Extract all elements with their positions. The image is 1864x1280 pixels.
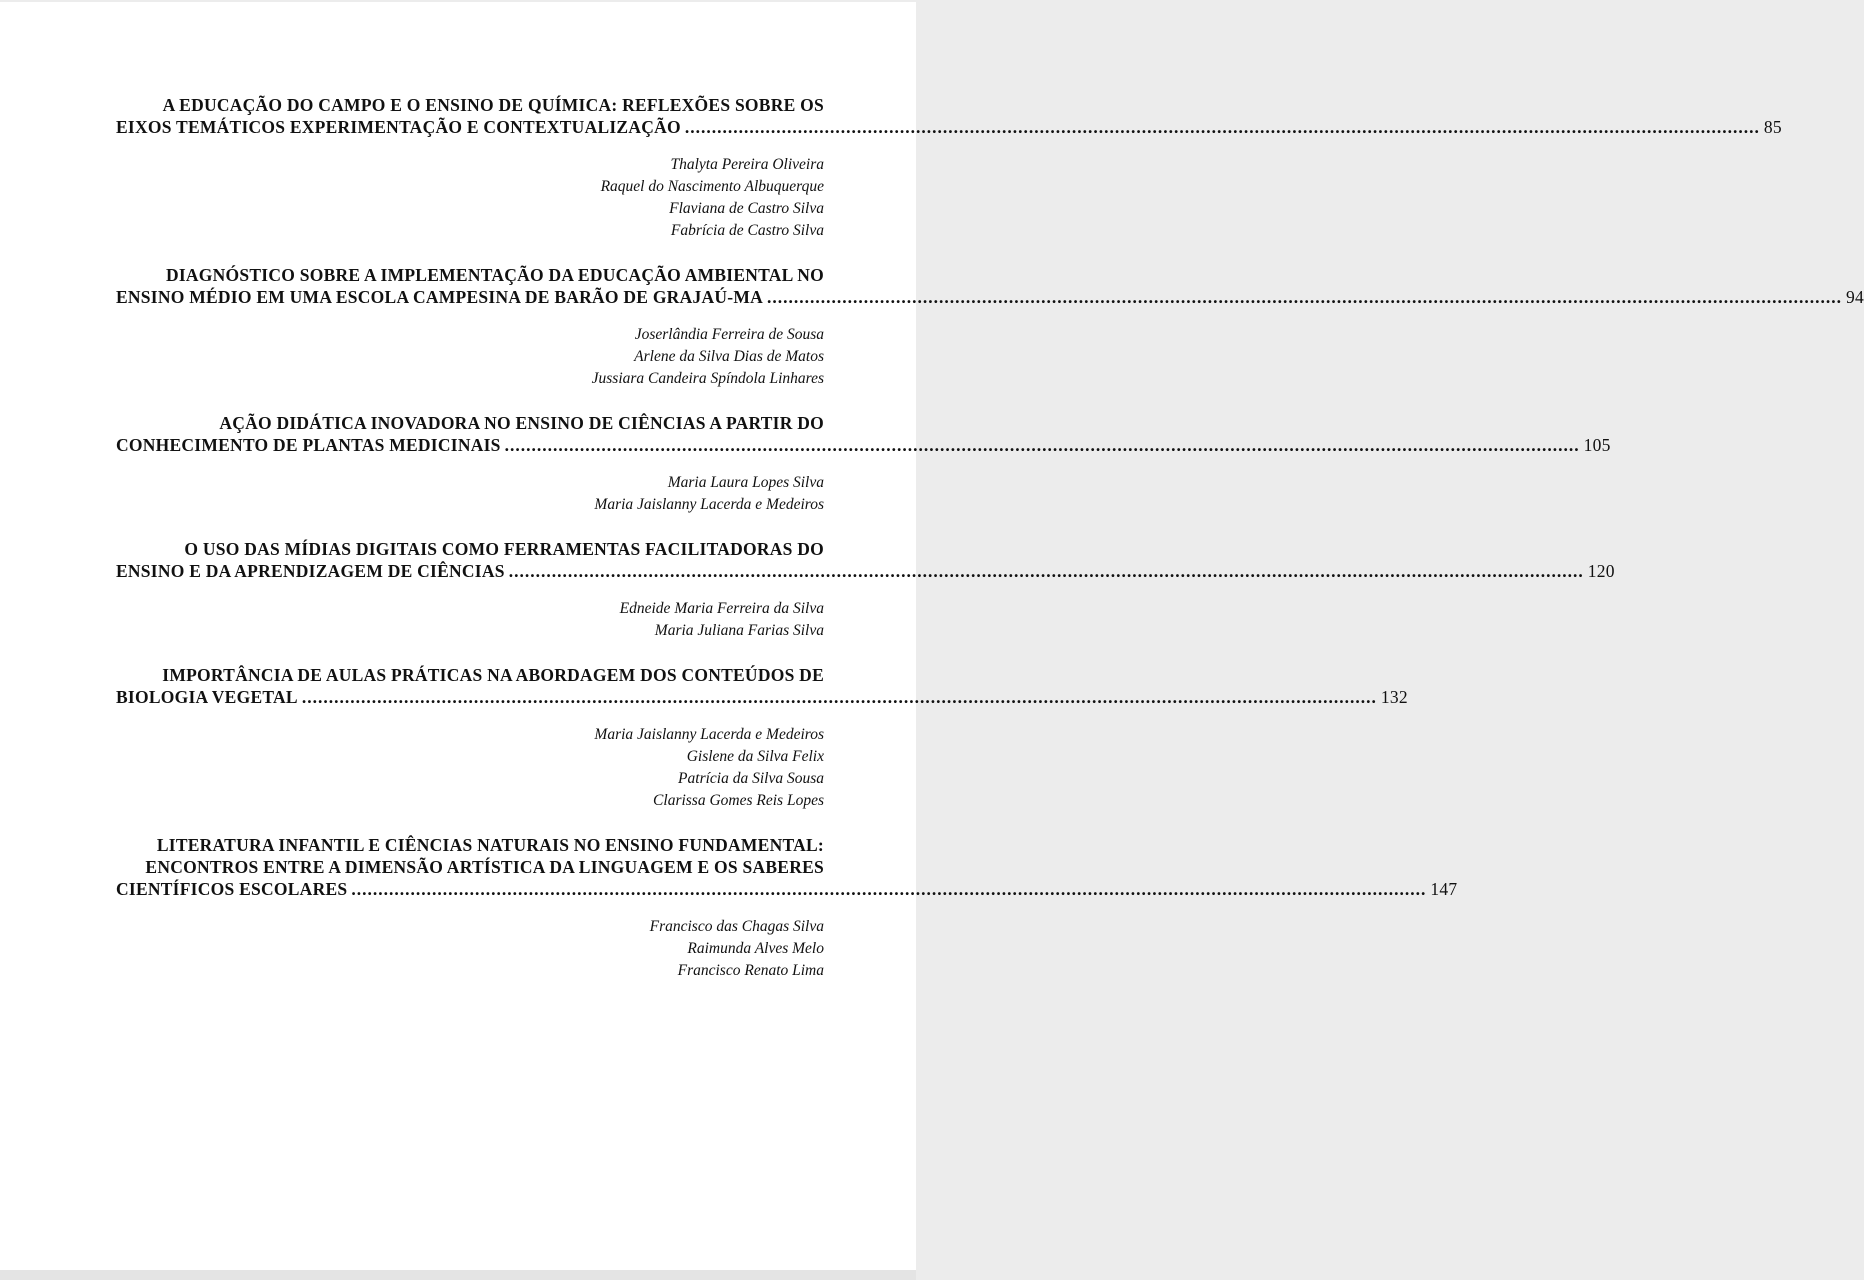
author-list [116,724,824,812]
toc-title-text: O USO DAS MÍDIAS DIGITAIS COMO FERRAMENTAS FACILITADORAS DO [184,539,824,559]
author-name: Gislene da Silva Felix [686,748,824,765]
toc-title-text: BIOLOGIA VEGETAL [116,687,298,707]
toc-entry [116,264,1864,390]
author-list [116,154,824,242]
author-name: Raimunda Alves Melo [687,940,824,957]
toc-title-line [116,412,824,434]
author-name: Clarissa Gomes Reis Lopes [653,792,824,809]
dot-leader: ........................................................................................................................................................................................................ [508,561,1584,581]
toc-title-last-line [116,286,1864,308]
author-name: Francisco Renato Lima [677,962,824,979]
toc-entry [116,834,1458,982]
page-number: 147 [1430,879,1458,899]
author-name: Jussiara Candeira Spíndola Linhares [591,370,824,387]
toc-title-text: ENSINO E DA APRENDIZAGEM DE CIÊNCIAS [116,561,505,581]
author-name: Maria Jaislanny Lacerda e Medeiros [594,726,824,743]
toc-title-text: AÇÃO DIDÁTICA INOVADORA NO ENSINO DE CIÊNCIAS A PARTIR DO [219,413,824,433]
toc-title-text: A EDUCAÇÃO DO CAMPO E O ENSINO DE QUÍMICA: REFLEXÕES SOBRE OS [162,95,824,115]
dot-leader: ........................................................................................................................................................................................................ [766,287,1842,307]
author-list [116,472,824,516]
author-name: Thalyta Pereira Oliveira [670,156,824,173]
toc-title-line [116,664,824,686]
toc-entry [116,412,1611,516]
toc-title-text: CIENTÍFICOS ESCOLARES [116,879,348,899]
toc-title-line [116,538,824,560]
toc-title-line [116,856,824,878]
author-name: Maria Jaislanny Lacerda e Medeiros [594,496,824,513]
author-name: Francisco das Chagas Silva [649,918,824,935]
page-bottom-edge [0,1270,916,1280]
toc-entry [116,538,1615,642]
toc-title-text: ENCONTROS ENTRE A DIMENSÃO ARTÍSTICA DA LINGUAGEM E OS SABERES [145,857,824,877]
dot-leader: ........................................................................................................................................................................................................ [684,117,1760,137]
author-list [116,324,824,390]
author-name: Flaviana de Castro Silva [669,200,824,217]
page-number: 105 [1583,435,1611,455]
author-name: Raquel do Nascimento Albuquerque [600,178,824,195]
toc-entry [116,94,1782,242]
author-list [116,916,824,982]
toc-title-text: DIAGNÓSTICO SOBRE A IMPLEMENTAÇÃO DA EDUCAÇÃO AMBIENTAL NO [165,265,824,285]
page-number: 94 [1845,287,1864,307]
author-name: Patrícia da Silva Sousa [678,770,824,787]
toc-title-line [116,264,824,286]
author-list [116,598,824,642]
author-name: Arlene da Silva Dias de Matos [634,348,824,365]
toc-title-text: LITERATURA INFANTIL E CIÊNCIAS NATURAIS NO ENSINO FUNDAMENTAL: [156,835,824,855]
document-page [0,2,1864,1270]
toc-title-text: ENSINO MÉDIO EM UMA ESCOLA CAMPESINA DE BARÃO DE GRAJAÚ-MA [116,287,763,307]
author-name: Joserlândia Ferreira de Sousa [634,326,824,343]
toc-title-text: CONHECIMENTO DE PLANTAS MEDICINAIS [116,435,501,455]
toc-title-last-line [116,116,1782,138]
toc-entry [116,664,1408,812]
toc-title-text: IMPORTÂNCIA DE AULAS PRÁTICAS NA ABORDAGEM DOS CONTEÚDOS DE [162,665,824,685]
table-of-contents [116,94,1864,1004]
toc-title-text: EIXOS TEMÁTICOS EXPERIMENTAÇÃO E CONTEXTUALIZAÇÃO [116,117,681,137]
toc-title-line [116,94,824,116]
toc-title-last-line [116,560,1615,582]
page-number: 85 [1763,117,1782,137]
toc-title-line [116,834,824,856]
page-number: 120 [1587,561,1615,581]
author-name: Maria Laura Lopes Silva [667,474,824,491]
dot-leader: ........................................................................................................................................................................................................ [504,435,1580,455]
toc-title-last-line [116,434,1611,456]
author-name: Maria Juliana Farias Silva [654,622,824,639]
page-number: 132 [1380,687,1408,707]
dot-leader: ........................................................................................................................................................................................................ [301,687,1377,707]
toc-title-last-line [116,686,1408,708]
toc-title-last-line [116,878,1458,900]
author-name: Edneide Maria Ferreira da Silva [619,600,824,617]
author-name: Fabrícia de Castro Silva [670,222,824,239]
dot-leader: ........................................................................................................................................................................................................ [351,879,1427,899]
